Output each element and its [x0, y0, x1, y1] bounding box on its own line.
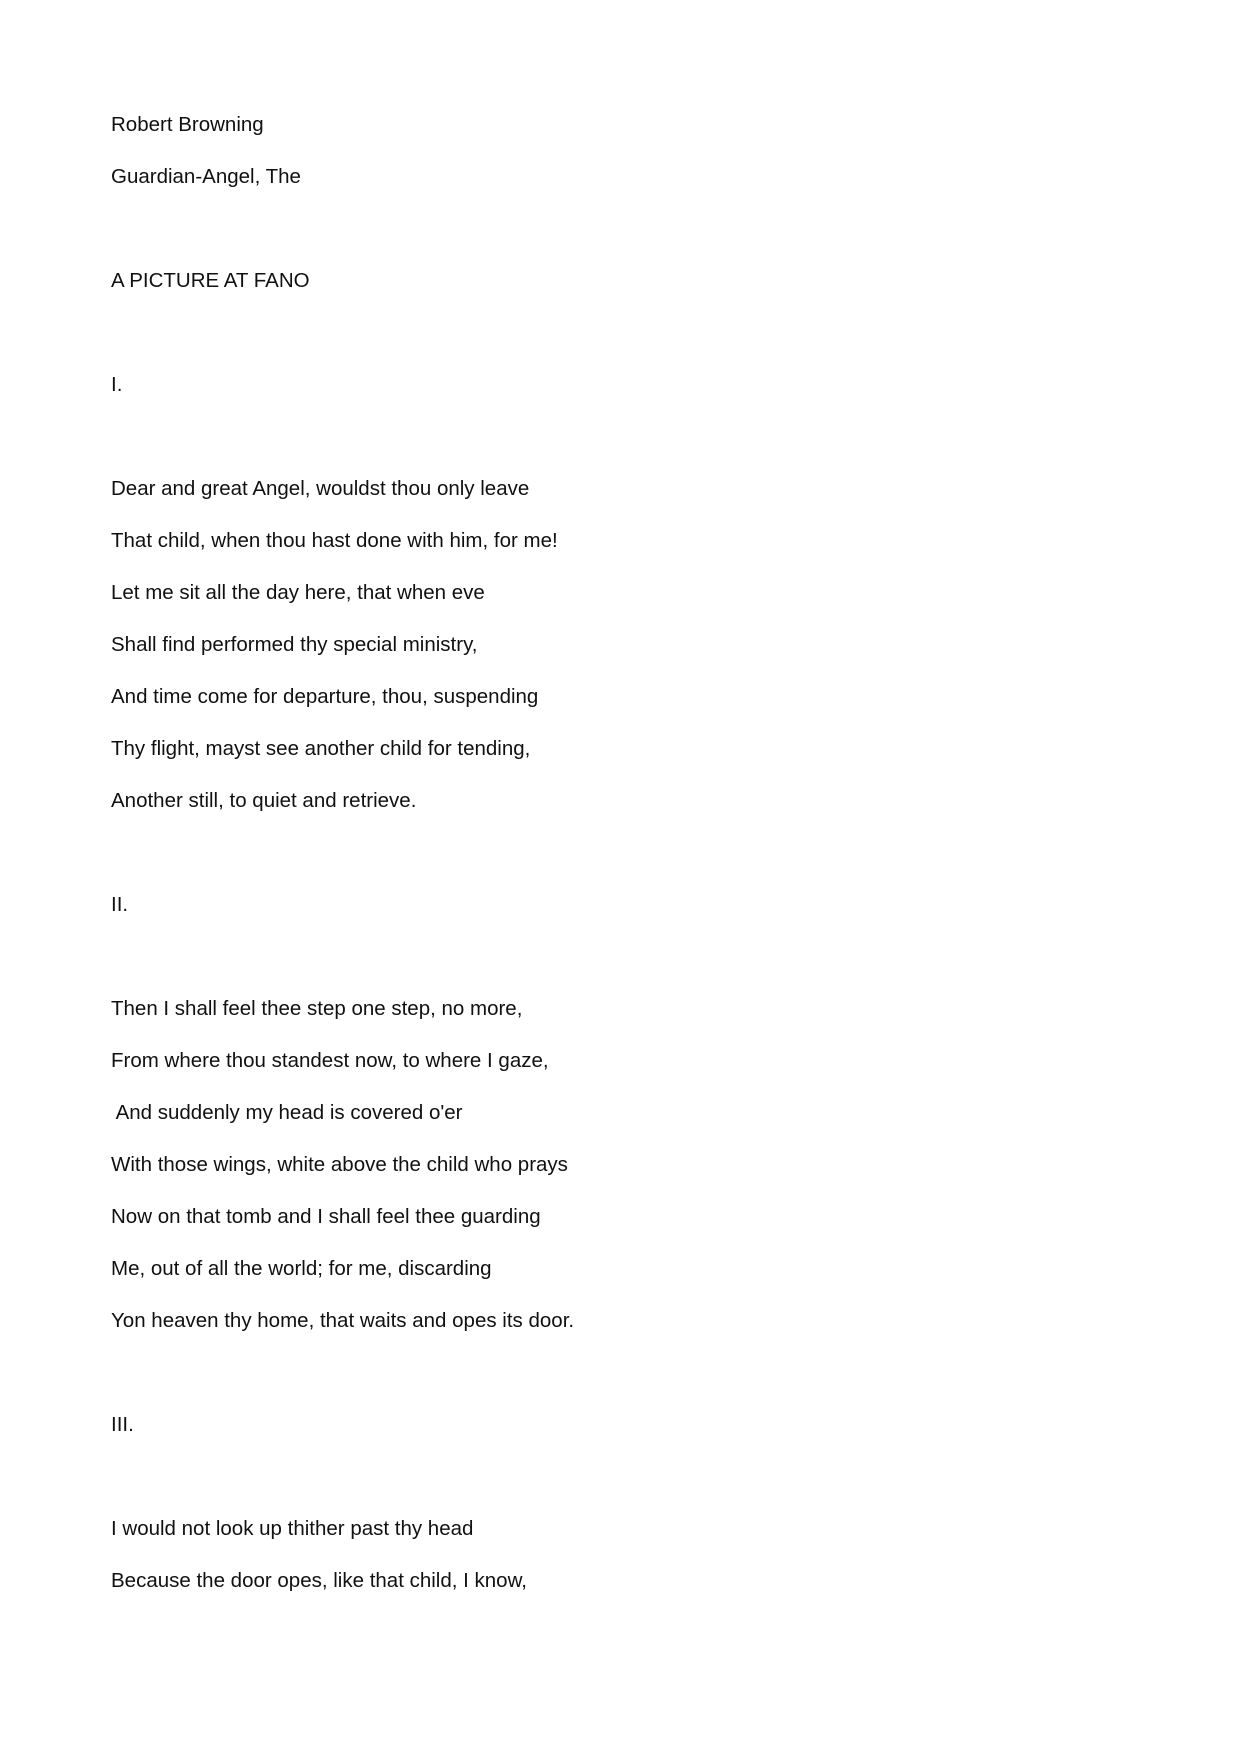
- stanza-1-line-1: Dear and great Angel, wouldst thou only leave: [111, 477, 530, 500]
- stanza-2-line-7: Yon heaven thy home, that waits and opes its door.: [111, 1309, 575, 1332]
- stanza-1-line-5: And time come for departure, thou, suspending: [111, 685, 539, 708]
- stanza-numeral-3: III.: [111, 1413, 134, 1436]
- stanza-2-line-5: Now on that tomb and I shall feel thee guarding: [111, 1205, 541, 1228]
- stanza-1-line-6: Thy flight, mayst see another child for tending,: [111, 737, 531, 760]
- author-name: Robert Browning: [111, 113, 264, 136]
- stanza-2-line-4: With those wings, white above the child who prays: [111, 1153, 568, 1176]
- stanza-numeral-2: II.: [111, 893, 129, 916]
- poem-title: Guardian-Angel, The: [111, 165, 301, 188]
- stanza-3-line-1: I would not look up thither past thy head: [111, 1517, 474, 1540]
- stanza-1-line-7: Another still, to quiet and retrieve.: [111, 789, 417, 812]
- poem-subtitle: A PICTURE AT FANO: [111, 269, 310, 292]
- stanza-2-line-3: And suddenly my head is covered o'er: [111, 1101, 463, 1124]
- stanza-2-line-6: Me, out of all the world; for me, discarding: [111, 1257, 492, 1280]
- stanza-numeral-1: I.: [111, 373, 123, 396]
- stanza-1-line-4: Shall find performed thy special ministry,: [111, 633, 478, 656]
- stanza-2-line-2: From where thou standest now, to where I gaze,: [111, 1049, 549, 1072]
- stanza-1-line-2: That child, when thou hast done with him, for me!: [111, 529, 558, 552]
- stanza-3-line-2: Because the door opes, like that child, I know,: [111, 1569, 527, 1592]
- stanza-1-line-3: Let me sit all the day here, that when eve: [111, 581, 485, 604]
- stanza-2-line-1: Then I shall feel thee step one step, no more,: [111, 997, 523, 1020]
